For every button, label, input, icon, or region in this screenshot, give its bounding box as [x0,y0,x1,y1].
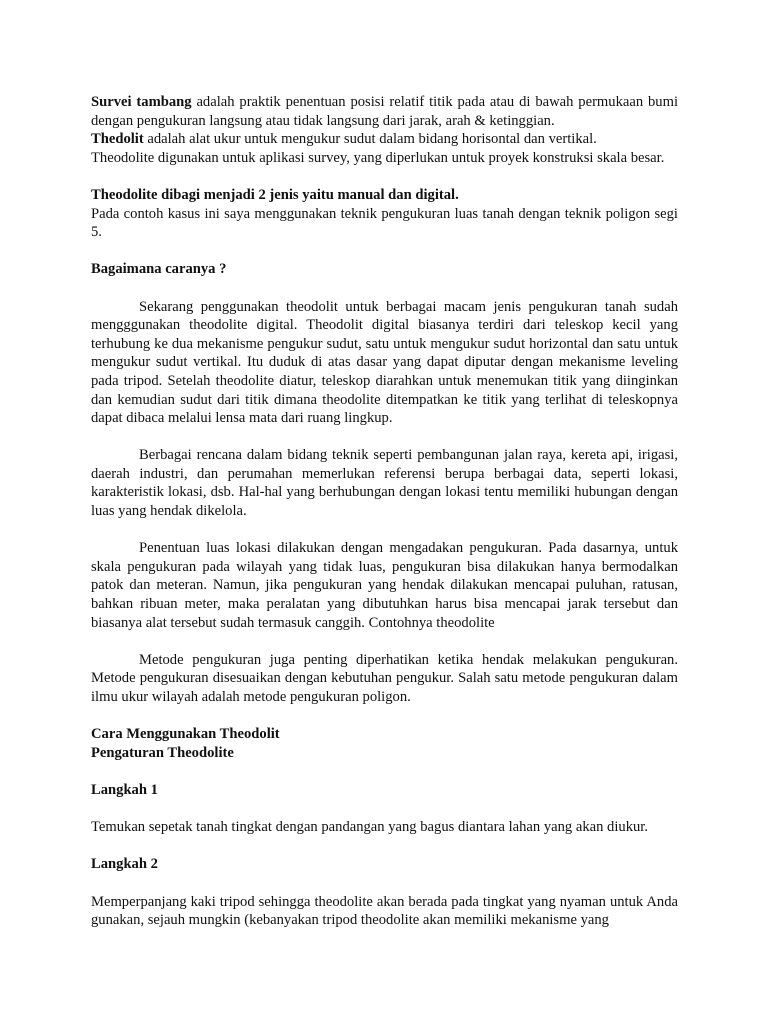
pengaturan-heading: Pengaturan Theodolite [91,744,234,761]
jenis-heading: Theodolite dibagi menjadi 2 jenis yaitu manual dan digital. [91,186,459,203]
body-paragraph-3: Penentuan luas lokasi dilakukan dengan mengadakan pengukuran. Pada dasarnya, untuk skala pengukuran pada wilayah yang tidak luas, pengukuran bisa dilakukan hanya bermodalkan patok dan meteran. Namun, jika pengukuran yang hendak dilakukan mencapai puluhan, ratusan, bahkan ribuan meter, maka peralatan yang dibutuhkan harus bisa mencapai jarak tersebut dan biasanya alat tersebut sudah termasuk canggih. Contohnya theodolite [91,540,678,631]
intro-survei-text: adalah praktik penentuan posisi relatif titik pada atau di bawah permukaan bumi dengan pengukuran langsung atau tidak langsung dari jarak, arah & ketinggian. [91,94,678,129]
body-paragraph-1: Sekarang penggunakan theodolit untuk berbagai macam jenis pengukuran tanah sudah mengggunakan theodolite digital. Theodolit digital biasanya terdiri dari teleskop kecil yang terhubung ke dua mekanisme pengukur sudut, satu untuk mengukur sudut horizontal dan satu untuk mengukur sudut vertikal. Itu duduk di atas dasar yang dapat diputar dengan mekanisme leveling pada tripod. Setelah theodolite diatur, teleskop diarahkan untuk menemukan titik yang diinginkan dan kemudian sudut dari titik dimana theodolite ditempatkan ke titik yang terlihat di teleskopnya dapat dibaca melalui lensa mata dari ruang lingkup. [91,298,678,427]
langkah-2-heading: Langkah 2 [91,856,158,873]
langkah-1-heading: Langkah 1 [91,781,158,798]
jenis-text: Pada contoh kasus ini saya menggunakan teknik pengukuran luas tanah dengan teknik poligon segi 5. [91,205,678,241]
intro-paragraph-thedolit [91,130,678,149]
body-paragraph-4: Metode pengukuran juga penting diperhatikan ketika hendak melakukan pengukuran. Metode pengukuran disesuaikan dengan kebutuhan pengukur. Salah satu metode pengukuran dalam ilmu ukur wilayah adalah metode pengukuran poligon. [91,651,678,705]
caranya-heading: Bagaimana caranya ? [91,261,227,278]
intro-paragraph-survei [91,93,678,130]
term-survei-tambang: Survei tambang [91,94,192,110]
langkah-1-text: Temukan sepetak tanah tingkat dengan pandangan yang bagus diantara lahan yang akan diukur. [91,819,648,836]
cara-heading: Cara Menggunakan Theodolit [91,726,280,743]
term-thedolit: Thedolit [91,131,144,148]
document-page [91,93,678,930]
body-paragraph-2: Berbagai rencana dalam bidang teknik seperti pembangunan jalan raya, kereta api, irigasi, daerah industri, dan perumahan memerlukan referensi berupa berbagai data, seperti lokasi, karakteristik lokasi, dsb. Hal-hal yang berhubungan dengan lokasi tentu memiliki hubungan dengan luas yang hendak dikelola. [91,447,678,520]
intro-thedolit-text: adalah alat ukur untuk mengukur sudut dalam bidang horisontal dan vertikal. [143,131,597,148]
langkah-2-text: Memperpanjang kaki tripod sehingga theodolite akan berada pada tingkat yang nyaman untuk Anda gunakan, sejauh mungkin (kebanyakan tripod theodolite akan memiliki mekanisme yang [91,893,678,929]
intro-paragraph-theodolite: Theodolite digunakan untuk aplikasi survey, yang diperlukan untuk proyek konstruksi skala besar. [91,149,665,166]
